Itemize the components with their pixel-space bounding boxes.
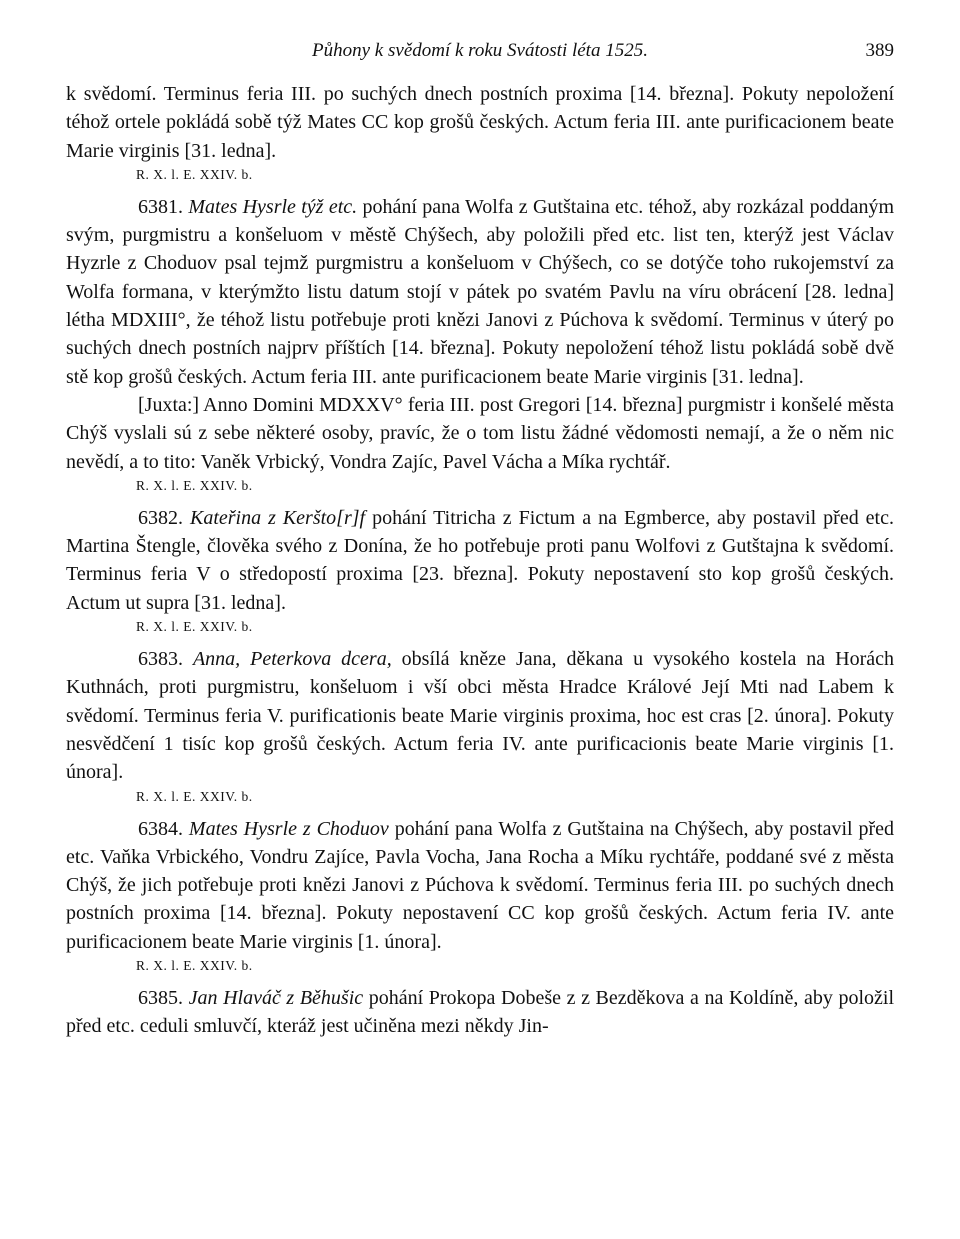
- entry-party: Kateřina z Keršto[r]f: [189, 506, 366, 529]
- archival-signature: R. X. l. E. XXIV. b.: [136, 477, 253, 493]
- intro-paragraph: k svědomí. Terminus feria III. po suchých dnech postních proxima [14. března]. Pokuty nepoložení téhož ortele pokládá sobě týž Mates CC kop grošů českých. Actum feria III. ante purificacionem beate Marie virginis [31. ledna].: [66, 83, 894, 162]
- archival-signature: R. X. l. E. XXIV. b.: [136, 166, 253, 182]
- document-page: [66, 40, 894, 1041]
- entry-number: 6383.: [138, 648, 183, 671]
- entry-number: 6381.: [138, 195, 183, 218]
- entry-6381-juxta: [Juxta:] Anno Domini MDXXV° feria III. post Gregori [14. března] purgmistr i konšelé města Chýš vyslali sú z sebe některé osoby, pravíc, že o tom listu žádné vědomosti nemají, a že o něm nic nevědí, a to tito: Vaněk Vrbický, Vondra Zajíc, Pavel Vácha a Míka rychtář.: [66, 393, 894, 473]
- entry-6381: [66, 193, 894, 391]
- archival-signature: R. X. l. E. XXIV. b.: [136, 788, 253, 804]
- page-number: 389: [865, 40, 894, 61]
- running-head: Půhony k svědomí k roku Svátosti léta 1525.: [312, 40, 648, 61]
- archival-signature: R. X. l. E. XXIV. b.: [136, 619, 253, 635]
- archival-signature: R. X. l. E. XXIV. b.: [136, 958, 253, 974]
- entry-party: Jan Hlaváč z Běhušic: [188, 987, 364, 1010]
- entry-text: pohání pana Wolfa z Gutštaina na Chýšech, aby postavil před etc. Vaňka Vrbického, Vondru Zajíce, Pavla Vocha, Jana Rocha a Míku rychtáře, poddané své z města Chýš, že jich potřebuje proti knězi Janovi z Púchova k svědomí. Terminus feria III. po suchých dnech postních proxima [14. března]. Pokuty nepostavení CC kop grošů českých. Actum feria IV. ante purificacionem beate Marie virginis [1. února].: [66, 817, 894, 953]
- entry-number: 6382.: [138, 506, 183, 529]
- entry-text: obsílá kněze Jana, děkana u vysokého kostela na Horách Kuthnách, proti purgmistru, konšeluom i vší obci města Hradce Králové Její Mti nad Labem k svědomí. Terminus feria V. purificationis beate Marie virginis proxima, hoc est cras [2. února]. Pokuty nesvědčení 1 tisíc kop grošů českých. Actum feria IV. ante purificacionis beate Marie virginis [1. února].: [66, 648, 894, 784]
- entry-text: pohání Titricha z Fictum a na Egmberce, aby postavil před etc. Martina Štengle, člověka svého z Donína, že ho potřebuje proti panu Wolfovi z Gutštajna k svědomí. Terminus feria V o středopostí proxima [23. března]. Pokuty nepostavení sto kop grošů českých. Actum ut supra [31. ledna].: [66, 506, 894, 614]
- page-header: [66, 40, 894, 80]
- entry-number: 6384.: [138, 817, 183, 840]
- entry-6382: [66, 504, 894, 617]
- entry-party: Anna, Peterkova dcera,: [192, 648, 392, 671]
- entry-party: Mates Hysrle z Choduov: [188, 817, 389, 840]
- entry-text: pohání Prokopa Dobeše z z Bezděkova a na Koldíně, aby položil před etc. ceduli smluvčí, kteráž jest učiněna mezi někdy Jin-: [66, 987, 895, 1038]
- entry-6385: [66, 984, 894, 1041]
- entry-text: pohání pana Wolfa z Gutštaina etc. téhož, aby rozkázal poddaným svým, purgmistru a konšeluom v městě Chýšech, aby položili před etc. list ten, kterýž jest Václav Hyzrle z Choduov psal tejmž purgmistru a konšeluom v Chýšech, co se dotýče toho rukojemství za Wolfa formana, v kterýmžto listu datum stojí v pátek po svatém Pavlu na víru obrácení [28. ledna] létha MDXIII°, že téhož listu potřebuje proti knězi Janovi z Púchova k svědomí. Terminus v úterý po suchých dnech postních najprv příštích [14. března]. Pokuty nepoložení téhož listu pokládá sobě dvě stě kop grošů českých. Actum feria III. ante purificacionem beate Marie virginis [31. ledna].: [66, 195, 895, 388]
- entry-6384: [66, 815, 894, 956]
- entry-number: 6385.: [138, 987, 183, 1010]
- entry-6383: [66, 645, 894, 786]
- entry-party: Mates Hysrle týž etc.: [188, 195, 358, 218]
